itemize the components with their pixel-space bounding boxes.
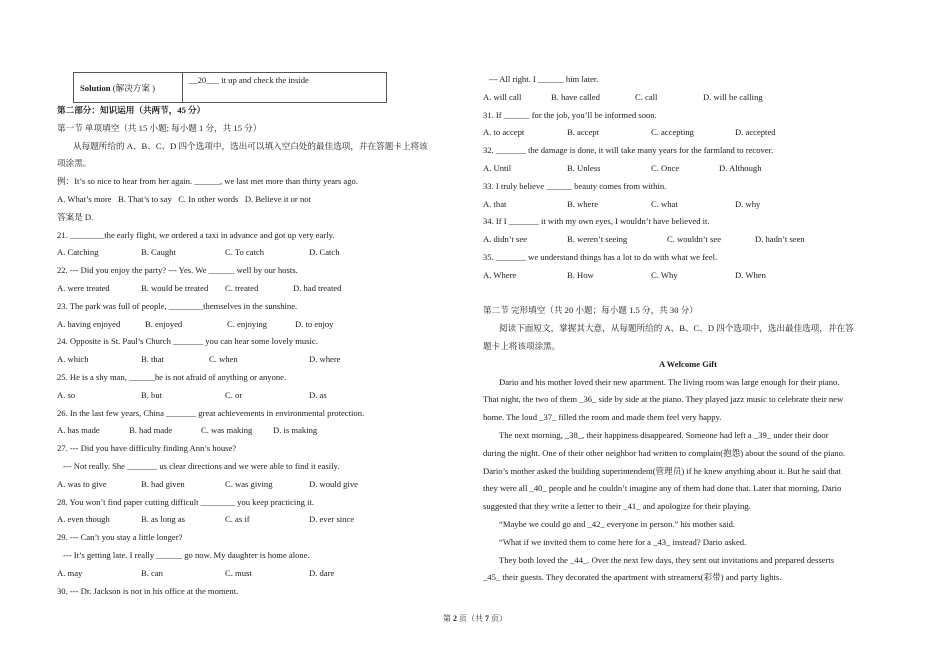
options-34	[483, 231, 893, 249]
option-c: C. or	[225, 389, 243, 400]
question-27-response: --- Not really. She _______ us clear directions and we were able to find it easily.	[63, 460, 340, 471]
option-c: C. must	[225, 567, 252, 578]
section1-heading: 第一节 单项填空（共 15 小题; 每小题 1 分，共 15 分）	[57, 122, 262, 133]
options-29	[57, 565, 469, 583]
left-column	[57, 0, 469, 600]
passage-line: “Maybe we could go and _42_ everyone in person.” his mother said.	[499, 518, 736, 529]
option-d: D. would give	[309, 478, 358, 489]
option-a: A. to accept	[483, 127, 525, 138]
option-c: C. was giving	[225, 478, 273, 489]
section2-heading: 第二节 完形填空（共 20 小题；每小题 1.5 分，共 30 分）	[483, 305, 698, 316]
option-b: B. had given	[141, 478, 185, 489]
passage-line: The next morning, _38_, their happiness disappeared. Someone had left a _39_ under their door	[499, 429, 829, 440]
option-c: C. enjoying	[227, 318, 268, 329]
option-a: A. that	[483, 198, 507, 209]
example-answer: 答案是 D.	[57, 211, 94, 222]
passage-line: “What if we invited them to come here for a _43_ instead? Dario asked.	[499, 536, 747, 547]
option-c: C. Why	[651, 269, 678, 280]
question-25: 25. He is a shy man, ______he is not afraid of anything or anyone.	[57, 371, 287, 382]
option-c: C. Once	[651, 162, 680, 173]
passage-title: A Welcome Gift	[658, 358, 718, 369]
question-29-response: --- It’s getting late. I really ______ go now. My daughter is home alone.	[63, 549, 310, 560]
option-d: D. Although	[719, 162, 762, 173]
example-option-a: A. What’s more	[57, 193, 112, 204]
option-d: D. will be calling	[703, 91, 763, 102]
options-24	[57, 351, 469, 369]
part2-heading: 第二部分：知识运用（共两节，45 分）	[57, 105, 206, 115]
option-d: D. hadn’t seen	[755, 234, 805, 245]
option-b: B. accept	[567, 127, 599, 138]
question-33: 33. I truly believe ______ beauty comes from within.	[483, 180, 667, 191]
example-option-d: D. Believe it or not	[244, 193, 311, 204]
option-c: C. what	[651, 198, 678, 209]
option-d: D. ever since	[309, 514, 355, 525]
blank-20: __20___	[189, 75, 220, 85]
option-a: A. was to give	[57, 478, 107, 489]
option-a: A. may	[57, 567, 83, 578]
option-b: B. enjoyed	[145, 318, 183, 329]
option-c: C. accepting	[651, 127, 694, 138]
option-b: B. Unless	[567, 162, 601, 173]
options-31	[483, 124, 893, 142]
right-column	[483, 0, 893, 587]
passage-line: during the night. One of their other neighbor had written to complain(抱怨) about the sound of the piano.	[483, 447, 846, 458]
option-b: B. have called	[551, 91, 600, 102]
option-b: B. would be treated	[141, 282, 209, 293]
option-a: A. Until	[483, 162, 512, 173]
option-d: D. why	[735, 198, 761, 209]
option-b: B. can	[141, 567, 163, 578]
option-a: A. has made	[57, 425, 100, 436]
passage-line: _45_ their guests. They decorated the apartment with streamers(彩带) and party lights.	[483, 572, 782, 583]
option-b: B. How	[567, 269, 594, 280]
option-b: B. where	[567, 198, 599, 209]
options-28	[57, 511, 469, 529]
question-30: 30. --- Dr. Jackson is not in his office at the moment.	[57, 585, 239, 596]
option-b: B. as long as	[141, 514, 185, 525]
options-26	[57, 422, 469, 440]
options-32	[483, 160, 893, 178]
solution-label-en: Solution	[80, 82, 111, 93]
options-35	[483, 267, 893, 285]
options-23	[57, 316, 469, 334]
footer-middle: 页（共	[459, 614, 483, 623]
option-a: A. which	[57, 354, 89, 365]
option-c: C. when	[209, 354, 238, 365]
passage-line: That night, the two of them _36_ side by side at the piano. They played jazz music to celebrate their new	[483, 394, 844, 405]
option-d: D. to enjoy	[295, 318, 334, 329]
question-32: 32. _______ the damage is done, it will take many years for the farmland to recover.	[483, 145, 774, 156]
option-a: A. even though	[57, 514, 110, 525]
option-b: B. that	[141, 354, 164, 365]
question-30-response: --- All right. I ______ him later.	[489, 74, 599, 84]
question-27: 27. --- Did you have difficulty finding Ann’s house?	[57, 443, 237, 454]
option-c: C. treated	[225, 282, 259, 293]
question-35: 35. _______ we understand things has a lot to do with what we feel.	[483, 251, 718, 262]
passage-line: they were all _40_ people and he couldn’t imagine any of them had done that. Later that morning, Dario	[483, 483, 842, 494]
passage-line: home. The loud _37_ filled the room and made them feel very happy.	[483, 412, 722, 423]
option-b: B. weren’t seeing	[567, 234, 628, 245]
option-a: A. so	[57, 389, 76, 400]
option-c: C. wouldn’t see	[667, 234, 722, 245]
option-d: D. accepted	[735, 127, 776, 138]
passage-line: Dario and his mother loved their new apartment. The living room was large enough for their piano.	[499, 376, 840, 387]
footer-suffix: 页）	[491, 614, 507, 623]
passage-line: suggested that they write a letter to their _41_ and apologize for their playing.	[483, 501, 751, 512]
section2-instructions-cont: 题卡上将该项涂黑。	[483, 340, 561, 351]
option-a: A. Where	[483, 269, 517, 280]
footer-page-number: 2	[453, 614, 457, 623]
option-a: A. will call	[483, 91, 522, 102]
option-a: A. were treated	[57, 282, 110, 293]
section1-instructions: 从每题所给的 A、B、C、D 四个选项中，选出可以填入空白处的最佳选项，并在答题卡上将该	[73, 140, 428, 151]
question-26: 26. In the last few years, China _______ great achievements in environmental protection.	[57, 407, 365, 418]
option-a: A. Catching	[57, 247, 99, 258]
option-d: D. dare	[309, 567, 335, 578]
options-30	[483, 89, 893, 107]
page-footer	[0, 613, 950, 624]
option-d: D. as	[309, 389, 327, 400]
section1-instructions-cont: 项涂黑。	[57, 158, 92, 169]
options-22	[57, 280, 469, 298]
question-22: 22. --- Did you enjoy the party? --- Yes. We ______ well by our hosts.	[57, 265, 298, 276]
question-23: 23. The park was full of people, ________themselves in the sunshine.	[57, 300, 298, 311]
option-d: D. is making	[273, 425, 318, 436]
example-options	[57, 191, 469, 209]
option-c: C. as if	[225, 514, 250, 525]
example-option-b: B. That’s to say	[117, 193, 172, 204]
question-34: 34. If I _______ it with my own eyes, I wouldn’t have believed it.	[483, 216, 710, 227]
question-29: 29. --- Can’t you stay a little longer?	[57, 532, 183, 543]
section2-instructions: 阅读下面短文，掌握其大意，从每题所给的 A、B、C、D 四个选项中，选出最佳选项，并在答	[499, 323, 854, 334]
option-c: C. To catch	[225, 247, 265, 258]
footer-prefix: 第	[443, 614, 451, 623]
question-21: 21. ________the early flight, we ordered a taxi in advance and got up very early.	[57, 229, 335, 240]
footer-total-pages: 7	[485, 614, 489, 623]
option-a: A. didn’t see	[483, 234, 527, 245]
solution-label-cn: (解决方案 )	[112, 82, 155, 93]
example-question: 例：It’s so nice to hear from her again. ______, we last met more than thirty years ago.	[57, 176, 358, 187]
option-d: D. had treated	[293, 282, 342, 293]
example-option-c: C. In other words	[178, 193, 239, 204]
options-25	[57, 387, 469, 405]
solution-text: it up and check the inside	[219, 75, 309, 85]
option-b: B. but	[141, 389, 163, 400]
passage-line: Dario’s mother asked the building superintendent(管理员) if he knew anything about it. But he said that	[483, 465, 841, 476]
question-24: 24. Opposite is St. Paul’s Church _______ you can hear some lovely music.	[57, 336, 318, 347]
option-d: D. When	[735, 269, 766, 280]
option-c: C. was making	[201, 425, 253, 436]
option-b: B. had made	[129, 425, 173, 436]
question-28: 28. You won’t find paper cutting difficult ________ you keep practicing it.	[57, 496, 314, 507]
options-27	[57, 476, 469, 494]
option-d: D. Catch	[309, 247, 340, 258]
options-21	[57, 244, 469, 262]
option-c: C. call	[635, 91, 658, 102]
options-33	[483, 196, 893, 214]
option-a: A. having enjoyed	[57, 318, 121, 329]
option-b: B. Caught	[141, 247, 176, 258]
option-d: D. where	[309, 354, 341, 365]
passage-line: They both loved the _44_. Over the next few days, they sent out invitations and prepared desserts	[499, 554, 835, 565]
question-31: 31. If ______ for the job, you’ll be informed soon.	[483, 109, 657, 120]
